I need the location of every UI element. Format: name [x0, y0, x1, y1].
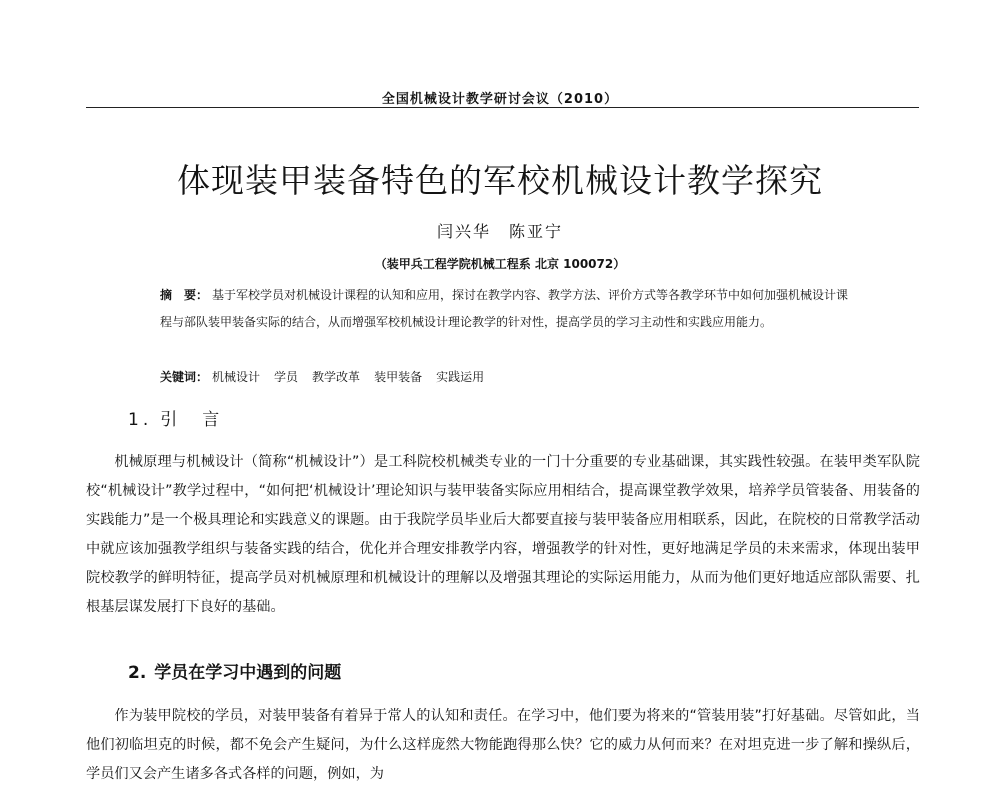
authors [0, 219, 1000, 242]
keyword: 学员 [274, 370, 299, 384]
header-rule [86, 107, 919, 108]
section-heading-introduction [128, 405, 223, 430]
section-heading-problems [128, 658, 341, 683]
abstract [160, 282, 860, 336]
author-name: 闫兴华 [436, 222, 491, 241]
section-title: 引 言 [160, 410, 224, 430]
abstract-label: 摘 要： [160, 288, 209, 302]
keywords [160, 364, 860, 391]
keyword: 实践运用 [436, 370, 485, 384]
section-number: 2. [128, 663, 147, 683]
running-header: 全国机械设计教学研讨会议（2010） [381, 92, 619, 107]
section-number: 1. [128, 410, 153, 430]
section-title: 学员在学习中遇到的问题 [154, 663, 342, 683]
author-name: 陈亚宁 [509, 222, 564, 241]
keyword: 教学改革 [312, 370, 361, 384]
keywords-label: 关键词： [160, 370, 209, 384]
section-paragraph: 作为装甲院校的学员，对装甲装备有着异于常人的认知和责任。在学习中，他们要为将来的“管装用装”打好基础。尽管如此，当他们初临坦克的时候，都不免会产生疑问，为什么这样庞然大物能跑得那么快？它的威力从何而来？在对坦克进一步了解和操纵后，学员们又会产生诸多各式各样的问题，例如，为 [86, 708, 920, 782]
affiliation: （装甲兵工程学院机械工程系 北京 100072） [374, 257, 626, 271]
paper-title: 体现装甲装备特色的军校机械设计教学探究 [177, 161, 823, 200]
keyword: 装甲装备 [374, 370, 423, 384]
abstract-text: 基于军校学员对机械设计课程的认知和应用，探讨在教学内容、教学方法、评价方式等各教学环节中如何加强机械设计课程与部队装甲装备实际的结合，从而增强军校机械设计理论教学的针对性，提高学员的学习主动性和实践应用能力。 [160, 288, 849, 329]
section-paragraph: 机械原理与机械设计（简称“机械设计”）是工科院校机械类专业的一门十分重要的专业基础课，其实践性较强。在装甲类军队院校“机械设计”教学过程中，“如何把‘机械设计’理论知识与装甲装备实际应用相结合，提高课堂教学效果，培养学员管装备、用装备的实践能力”是一个极具理论和实践意义的课题。由于我院学员毕业后大都要直接与装甲装备应用相联系，因此，在院校的日常教学活动中就应该加强教学组织与装备实践的结合，优化并合理安排教学内容，增强教学的针对性，更好地满足学员的未来需求，体现出装甲院校教学的鲜明特征，提高学员对机械原理和机械设计的理解以及增强其理论的实际运用能力，从而为他们更好地适应部队需要、扎根基层谋发展打下良好的基础。 [86, 454, 920, 615]
keyword: 机械设计 [212, 370, 261, 384]
